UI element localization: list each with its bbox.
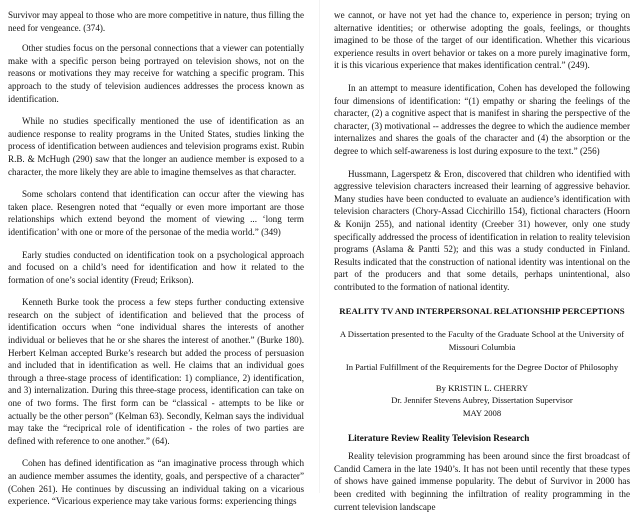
paragraph: Some scholars contend that identification can occur after the viewing has taken place. Resengren noted that “equally or even more important are those relationships which extend beyond the moment of viewing ... ‘long term identification’ with one or more of the personae of the media world.” (349) xyxy=(8,189,304,237)
section-heading: Literature Review Reality Television Research xyxy=(348,432,530,443)
dissertation-citation xyxy=(334,305,630,419)
left-column xyxy=(8,9,304,518)
paragraph: Hussmann, Lagerspetz & Eron, discovered that children who identified with aggressive television characters increased their learning of aggressive behavior. Many studies have been conducted to evaluate an audience’s identification with television characters (Chory-Assad Cicchirillo 154), fictional characters (Hoorn & Konijn 255), and national identity (Creeber 31) however, only one study specifically addressed the process of identification in relation to reality television programs (Aslama & Pantti 52); and this was a study conducted in Finland. Results indicated that the construction of national identity was intentional on the part of the producers and that some details, perhaps unintentional, also contributed to the formation of national identity. xyxy=(334,168,630,292)
paragraph: Survivor may appeal to those who are more competitive in nature, thus filling the need for vengeance. (374). xyxy=(8,10,304,33)
dissertation-author: By KRISTIN L. CHERRY xyxy=(435,382,529,393)
paragraph: Other studies focus on the personal connections that a viewer can potentially make with a specific person being portrayed on television shows, not on the reasons or motivations they may receive for watching a specific program. This approach to the study of television audiences addresses the process known as identification. xyxy=(8,43,304,104)
dissertation-presented: A Dissertation presented to the Faculty of the Graduate School at the University of Missouri Columbia xyxy=(339,329,625,352)
paragraph: Kenneth Burke took the process a few steps further conducting extensive research on the subject of identification and believed that the process of identification occurs when “one individual shares the interests of another individual or believes that he or she shares the interest of another.” (Burke 180). Herbert Kelman accepted Burke’s research but added the process of persuasion and included that in identification as well. He claims that an individual goes through a three-stage process of identification: 1) compliance, 2) identification, and 3) internalization. During this three-stage process, identification can take on one of two forms. The first form can be “classical - attempts to be like or actually be the other person” (Kelman 63). Secondly, Kelman says the individual may take the “reciprical role of identification - the roles of two parties are defined with reference to one another.” (64). xyxy=(8,297,304,446)
dissertation-supervisor: Dr. Jennifer Stevens Aubrey, Dissertation Supervisor xyxy=(391,395,573,406)
paragraph: In an attempt to measure identification, Cohen has developed the following four dimensions of identification: “(1) empathy or sharing the feelings of the character, (2) a cognitive aspect that is manifest in sharing the perspective of the character, (3) motivational -- addresses the degree to which the audience member internalizes and shares the goals of the character and (4) the absorption or the degree to which self-awareness is lost during exposure to the text.” (256) xyxy=(334,82,630,156)
paragraph: we cannot, or have not yet had the chance to, experience in person; trying on alternative identities; or otherwise adopting the goals, feelings, or thoughts imagined to be those of the target of our identification. Whether this vicarious experience results in overt behavior or takes on a more purely imaginative form, it is this vicarious experience that makes identification central.” (249). xyxy=(334,10,630,71)
right-column xyxy=(334,9,630,523)
dissertation-fulfillment: In Partial Fulfillment of the Requirements for the Degree Doctor of Philosophy xyxy=(345,362,619,373)
paragraph: While no studies specifically mentioned the use of identification as an audience response to reality programs in the United States, studies linking the process of identification between audiences and television programs exist. Rubin R.B. & McHugh (290) saw that the longer an audience member is exposed to a character, the more likely they are able to imagine themselves as that character. xyxy=(8,116,304,177)
dissertation-date: MAY 2008 xyxy=(462,408,502,419)
column-divider xyxy=(319,0,320,493)
dissertation-title: REALITY TV AND INTERPERSONAL RELATIONSHIP PERCEPTIONS xyxy=(339,306,625,317)
paragraph: Cohen has defined identification as “an imaginative process through which an audience member assumes the identity, goals, and perspective of a character” (Cohen 261). He continues by discussing an individual taking on a vicarious experience. “Vicarious experience may take various forms: experiencing things xyxy=(8,458,304,507)
paragraph: Early studies conducted on identification took on a psychological approach and focused on a child’s need for identification and how it related to the formation of one’s social identity (Freud; Erikson). xyxy=(8,249,304,285)
paragraph: Reality television programming has been around since the first broadcast of Candid Camera in the late 1940’s. It has not been until recently that these types of shows have gained immense popularity. The debut of Survivor in 2000 has been credited with beginning the infiltration of reality programming in the current television landscape xyxy=(334,451,630,512)
